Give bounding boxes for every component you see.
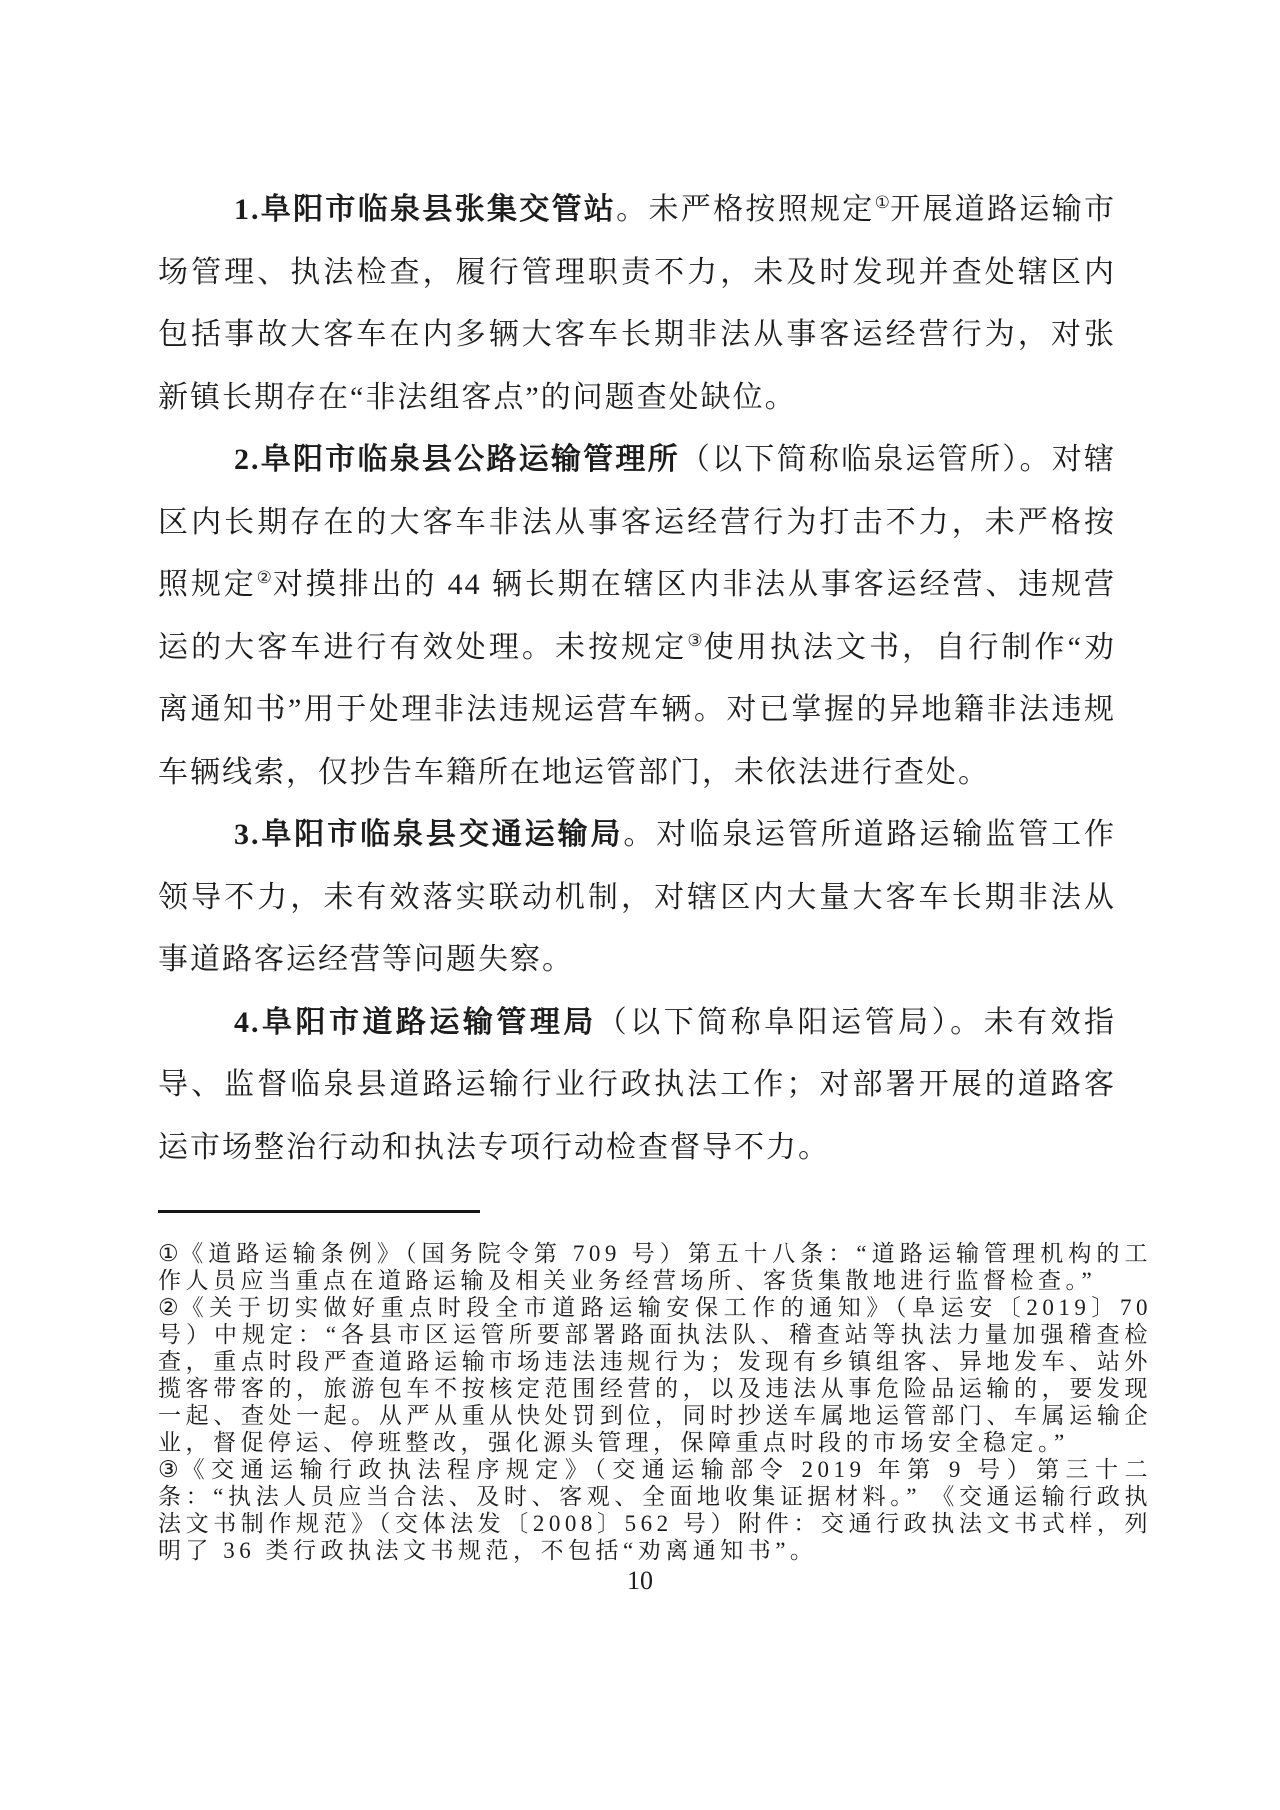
body-text-segment: 使用执法文书，自行制作“劝离通知书”用于处理非法违规运营车辆。对已掌握的异地籍非法违规车辆线索，仅抄告车籍所在地运管部门，未依法进行查处。: [158, 630, 1116, 789]
organization-name-bold: 1.阜阳市临泉县张集交管站: [234, 193, 617, 226]
body-paragraph: [158, 179, 1116, 429]
footnotes-section: [158, 1240, 1152, 1564]
body-text-segment: （以下简称临泉运管所）。对辖区内长期存在的大客车非法从事客运经营行为打击不力，未严格按照规定: [158, 443, 1117, 601]
body-text-segment: 对摸排出的 44 辆长期在辖区内非法从事客运经营、违规营运的大客车进行有效处理。未按规定: [158, 568, 1117, 664]
body-text-segment: 。未严格按照规定: [616, 193, 875, 226]
footnote-reference: ③: [687, 630, 704, 650]
organization-name-bold: 3.阜阳市临泉县交通运输局: [234, 818, 624, 851]
footnote-marker: ②: [158, 1295, 181, 1320]
footnote-item: [158, 1294, 1152, 1456]
footnote-reference: ②: [256, 568, 273, 587]
footnote-marker: ③: [158, 1457, 182, 1482]
body-text-segment: （以下简称阜阳运管局）。未有效指导、监督临泉县道路运输行业行政执法工作；对部署开展的道路客运市场整治行动和执法专项行动检查督导不力。: [158, 1005, 1117, 1164]
footnote-text: 《道路运输条例》（国务院令第 709 号）第五十八条：“道路运输管理机构的工作人员应当重点在道路运输及相关业务经营场所、客货集散地进行监督检查。”: [158, 1241, 1152, 1293]
body-text-segment: 开展道路运输市场管理、执法检查，履行管理职责不力，未及时发现并查处辖区内包括事故大客车在内多辆大客车长期非法从事客运经营行为，对张新镇长期存在“非法组客点”的问题查处缺位。: [158, 193, 1117, 414]
footnote-item: [158, 1240, 1152, 1294]
footnote-text: 《交通运输行政执法程序规定》（交通运输部令 2019 年第 9 号）第三十二条：“执法人员应当合法、及时、客观、全面地收集证据材料。” 《交通运输行政执法文书制作规范》（交体法发〔2008〕562 号）附件：交通行政执法文书式样，列明了 36 类行政执法文书规范，不包括“劝离通知书”。: [158, 1457, 1153, 1563]
body-paragraph: [158, 429, 1116, 804]
organization-name-bold: 2.阜阳市临泉县公路运输管理所: [234, 443, 680, 476]
organization-name-bold: 4.阜阳市道路运输管理局: [234, 1005, 597, 1039]
footnote-item: [158, 1456, 1152, 1564]
footnote-separator: [158, 1210, 480, 1213]
body-paragraph: [158, 992, 1116, 1180]
footnote-reference: ①: [874, 193, 891, 212]
footnote-text: 《关于切实做好重点时段全市道路运输安保工作的通知》（阜运安〔2019〕70 号）中规定：“各县市区运管所要部署路面执法队、稽查站等执法力量加强稽查检查，重点时段严查道路运输市场违法违规行为；发现有乡镇组客、异地发车、站外揽客带客的，旅游包车不按核定范围经营的，以及违法从事危险品运输的，要发现一起、查处一起。从严从重从快处罚到位，同时抄送车属地运管部门、车属运输企业，督促停运、停班整改，强化源头管理，保障重点时段的市场安全稳定。”: [158, 1295, 1153, 1455]
body-paragraph: [158, 804, 1116, 992]
footnote-marker: ①: [158, 1241, 181, 1266]
page-number: 10: [627, 1566, 653, 1595]
body-text-segment: 。对临泉运管所道路运输监管工作领导不力，未有效落实联动机制，对辖区内大量大客车长期非法从事道路客运经营等问题失察。: [158, 818, 1117, 976]
document-body: [158, 179, 1116, 1179]
